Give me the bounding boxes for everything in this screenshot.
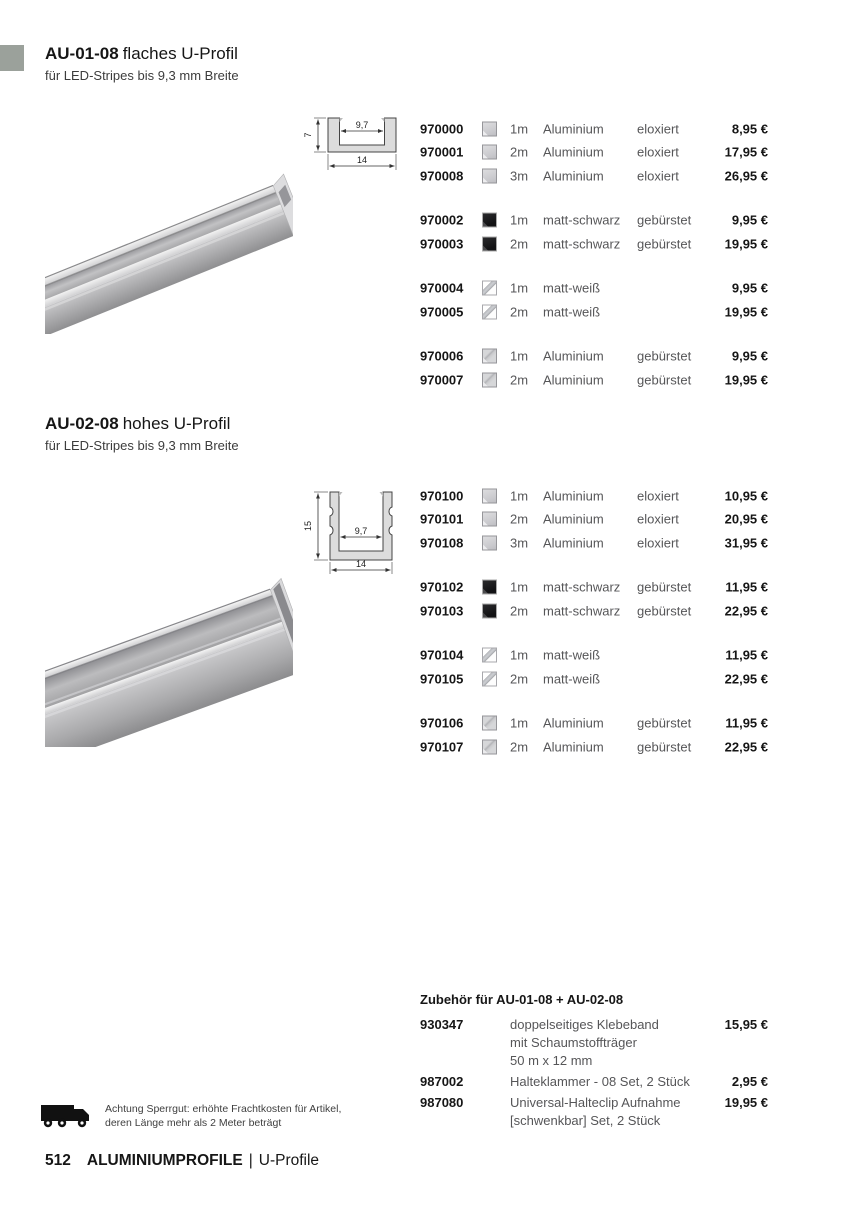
color-name: matt-schwarz	[543, 579, 621, 595]
color-name: Aluminium	[543, 348, 604, 364]
article-number: 970008	[420, 168, 464, 184]
dim-inner-width-label: 9,7	[354, 526, 368, 536]
product-row	[420, 141, 768, 165]
finish: eloxiert	[637, 121, 679, 137]
price: 20,95 €	[724, 511, 768, 527]
product-photo-au-02-08	[45, 550, 293, 747]
length: 2m	[510, 511, 529, 527]
accessories-title: Zubehör für AU-01-08 + AU-02-08	[420, 992, 624, 1007]
article-number: 970003	[420, 236, 464, 252]
accessory-row	[420, 1016, 768, 1070]
product-group	[420, 345, 768, 392]
article-number: 970103	[420, 603, 464, 619]
color-name: Aluminium	[543, 535, 604, 551]
price: 19,95 €	[724, 1095, 768, 1110]
article-number: 970106	[420, 715, 464, 731]
product-table-au-02-08	[420, 484, 768, 780]
length: 2m	[510, 144, 529, 160]
finish: eloxiert	[637, 511, 679, 527]
finish: gebürstet	[637, 372, 692, 388]
color-name: Aluminium	[543, 488, 604, 504]
finish: gebürstet	[637, 603, 692, 619]
price: 2,95 €	[731, 1074, 768, 1089]
article-number: 970006	[420, 348, 464, 364]
article-number: 970101	[420, 511, 464, 527]
page-footer	[45, 1152, 319, 1170]
article-number: 970105	[420, 671, 464, 687]
color-swatch-aluminium-eloxiert	[482, 512, 497, 527]
length: 1m	[510, 488, 529, 504]
color-swatch-aluminium-eloxiert	[482, 121, 497, 136]
price: 15,95 €	[724, 1017, 768, 1032]
color-swatch-matt-schwarz	[482, 236, 497, 251]
price: 10,95 €	[724, 488, 768, 504]
color-name: matt-schwarz	[543, 236, 621, 252]
color-swatch-matt-weiss	[482, 648, 497, 663]
color-swatch-matt-schwarz	[482, 603, 497, 618]
footer-category: ALUMINIUMPROFILE	[86, 1152, 243, 1169]
price: 9,95 €	[731, 348, 768, 364]
product-row	[420, 712, 768, 736]
color-swatch-aluminium-eloxiert	[482, 145, 497, 160]
price: 22,95 €	[724, 739, 768, 755]
product-name: hohes U-Profil	[122, 414, 231, 433]
color-swatch-aluminium-eloxiert	[482, 488, 497, 503]
finish: gebürstet	[637, 579, 692, 595]
accessory-row	[420, 1073, 768, 1091]
price: 19,95 €	[724, 372, 768, 388]
cross-section-drawing-au-01-08	[296, 102, 416, 187]
product-row	[420, 484, 768, 508]
product-row	[420, 117, 768, 141]
product-row	[420, 164, 768, 188]
price: 9,95 €	[731, 280, 768, 296]
dim-height-label: 15	[303, 520, 313, 532]
color-name: matt-schwarz	[543, 603, 621, 619]
color-name: matt-weiß	[543, 280, 601, 296]
accessory-row	[420, 1094, 768, 1130]
article-number: 970001	[420, 144, 464, 160]
price: 19,95 €	[724, 304, 768, 320]
length: 2m	[510, 739, 529, 755]
article-number: 970104	[420, 647, 464, 663]
product-table-au-01-08	[420, 117, 768, 413]
accessory-description: doppelseitiges Klebeband mit Schaumstoffträger 50 m x 12 mm	[510, 1017, 659, 1068]
accessory-description: Halteklammer - 08 Set, 2 Stück	[510, 1074, 690, 1089]
price: 17,95 €	[724, 144, 768, 160]
section-title	[45, 414, 239, 434]
product-group	[420, 644, 768, 691]
product-group	[420, 576, 768, 623]
color-name: Aluminium	[543, 144, 604, 160]
shipping-note-line2: deren Länge mehr als 2 Meter beträgt	[105, 1117, 282, 1129]
color-swatch-aluminium-gebuerstet	[482, 372, 497, 387]
footer-subcategory: U-Profile	[258, 1152, 320, 1169]
section-au-02-08-header	[45, 414, 239, 453]
product-row	[420, 345, 768, 369]
product-row	[420, 277, 768, 301]
section-subtitle: für LED-Stripes bis 9,3 mm Breite	[45, 68, 239, 83]
length: 1m	[510, 647, 529, 663]
length: 3m	[510, 168, 529, 184]
article-number: 970005	[420, 304, 464, 320]
accessories-list	[420, 1016, 768, 1130]
section-title	[45, 44, 239, 64]
price: 9,95 €	[731, 212, 768, 228]
length: 3m	[510, 535, 529, 551]
finish: eloxiert	[637, 488, 679, 504]
article-number: 970102	[420, 579, 464, 595]
color-name: Aluminium	[543, 739, 604, 755]
article-number: 970107	[420, 739, 464, 755]
color-swatch-aluminium-eloxiert	[482, 535, 497, 550]
price: 26,95 €	[724, 168, 768, 184]
finish: gebürstet	[637, 739, 692, 755]
dim-outer-width-label: 14	[355, 559, 367, 569]
length: 1m	[510, 121, 529, 137]
length: 2m	[510, 304, 529, 320]
length: 1m	[510, 348, 529, 364]
finish: eloxiert	[637, 535, 679, 551]
length: 2m	[510, 603, 529, 619]
product-row	[420, 209, 768, 233]
color-swatch-matt-weiss	[482, 671, 497, 686]
color-swatch-aluminium-gebuerstet	[482, 739, 497, 754]
product-row	[420, 531, 768, 555]
color-swatch-aluminium-gebuerstet	[482, 716, 497, 731]
color-name: Aluminium	[543, 715, 604, 731]
product-group	[420, 712, 768, 759]
article-number: 930347	[420, 1017, 464, 1032]
product-group	[420, 209, 768, 256]
color-name: Aluminium	[543, 372, 604, 388]
price: 8,95 €	[731, 121, 768, 137]
product-row	[420, 644, 768, 668]
color-name: matt-weiß	[543, 304, 601, 320]
product-row	[420, 576, 768, 600]
price: 19,95 €	[724, 236, 768, 252]
color-name: matt-weiß	[543, 671, 601, 687]
product-row	[420, 368, 768, 392]
price: 22,95 €	[724, 671, 768, 687]
shipping-note-text	[105, 1102, 385, 1130]
truck-icon	[40, 1102, 92, 1135]
finish: gebürstet	[637, 212, 692, 228]
product-row	[420, 599, 768, 623]
product-name: flaches U-Profil	[122, 44, 238, 63]
footer-separator: |	[248, 1152, 253, 1169]
color-swatch-matt-schwarz	[482, 580, 497, 595]
section-subtitle: für LED-Stripes bis 9,3 mm Breite	[45, 438, 239, 453]
product-row	[420, 300, 768, 324]
product-code: AU-01-08	[45, 44, 119, 63]
dim-height-label: 7	[303, 132, 313, 138]
product-row	[420, 667, 768, 691]
product-code: AU-02-08	[45, 414, 119, 433]
section-au-01-08-header	[45, 44, 239, 83]
product-group	[420, 277, 768, 324]
price: 11,95 €	[725, 579, 768, 595]
article-number: 987002	[420, 1074, 464, 1089]
price: 11,95 €	[725, 715, 768, 731]
finish: gebürstet	[637, 236, 692, 252]
finish: eloxiert	[637, 168, 679, 184]
length: 1m	[510, 212, 529, 228]
color-name: Aluminium	[543, 121, 604, 137]
product-row	[420, 232, 768, 256]
finish: gebürstet	[637, 348, 692, 364]
dim-inner-width-label: 9,7	[355, 120, 369, 130]
color-swatch-matt-schwarz	[482, 213, 497, 228]
article-number: 987080	[420, 1095, 464, 1110]
page-number: 512	[45, 1152, 71, 1169]
product-group	[420, 484, 768, 555]
finish: eloxiert	[637, 144, 679, 160]
product-row	[420, 735, 768, 759]
article-number: 970100	[420, 488, 464, 504]
length: 1m	[510, 715, 529, 731]
accessories-section	[420, 992, 768, 1133]
article-number: 970002	[420, 212, 464, 228]
color-name: Aluminium	[543, 511, 604, 527]
cross-section-drawing-au-02-08	[298, 480, 416, 585]
article-number: 970004	[420, 280, 464, 296]
color-swatch-matt-weiss	[482, 304, 497, 319]
length: 1m	[510, 280, 529, 296]
product-group	[420, 117, 768, 188]
color-swatch-aluminium-gebuerstet	[482, 349, 497, 364]
length: 2m	[510, 372, 529, 388]
article-number: 970007	[420, 372, 464, 388]
color-name: Aluminium	[543, 168, 604, 184]
price: 31,95 €	[724, 535, 768, 551]
article-number: 970000	[420, 121, 464, 137]
color-swatch-matt-weiss	[482, 281, 497, 296]
accessory-description: Universal-Halteclip Aufnahme [schwenkbar] Set, 2 Stück	[510, 1095, 681, 1128]
dim-outer-width-label: 14	[356, 155, 368, 165]
price: 22,95 €	[724, 603, 768, 619]
shipping-note-line1: Achtung Sperrgut: erhöhte Frachtkosten für Artikel,	[105, 1103, 342, 1115]
price: 11,95 €	[725, 647, 768, 663]
color-swatch-aluminium-eloxiert	[482, 168, 497, 183]
product-row	[420, 508, 768, 532]
finish: gebürstet	[637, 715, 692, 731]
color-name: matt-weiß	[543, 647, 601, 663]
length: 1m	[510, 579, 529, 595]
article-number: 970108	[420, 535, 464, 551]
section-marker	[0, 45, 24, 71]
length: 2m	[510, 671, 529, 687]
product-photo-au-01-08	[45, 162, 293, 334]
length: 2m	[510, 236, 529, 252]
color-name: matt-schwarz	[543, 212, 621, 228]
